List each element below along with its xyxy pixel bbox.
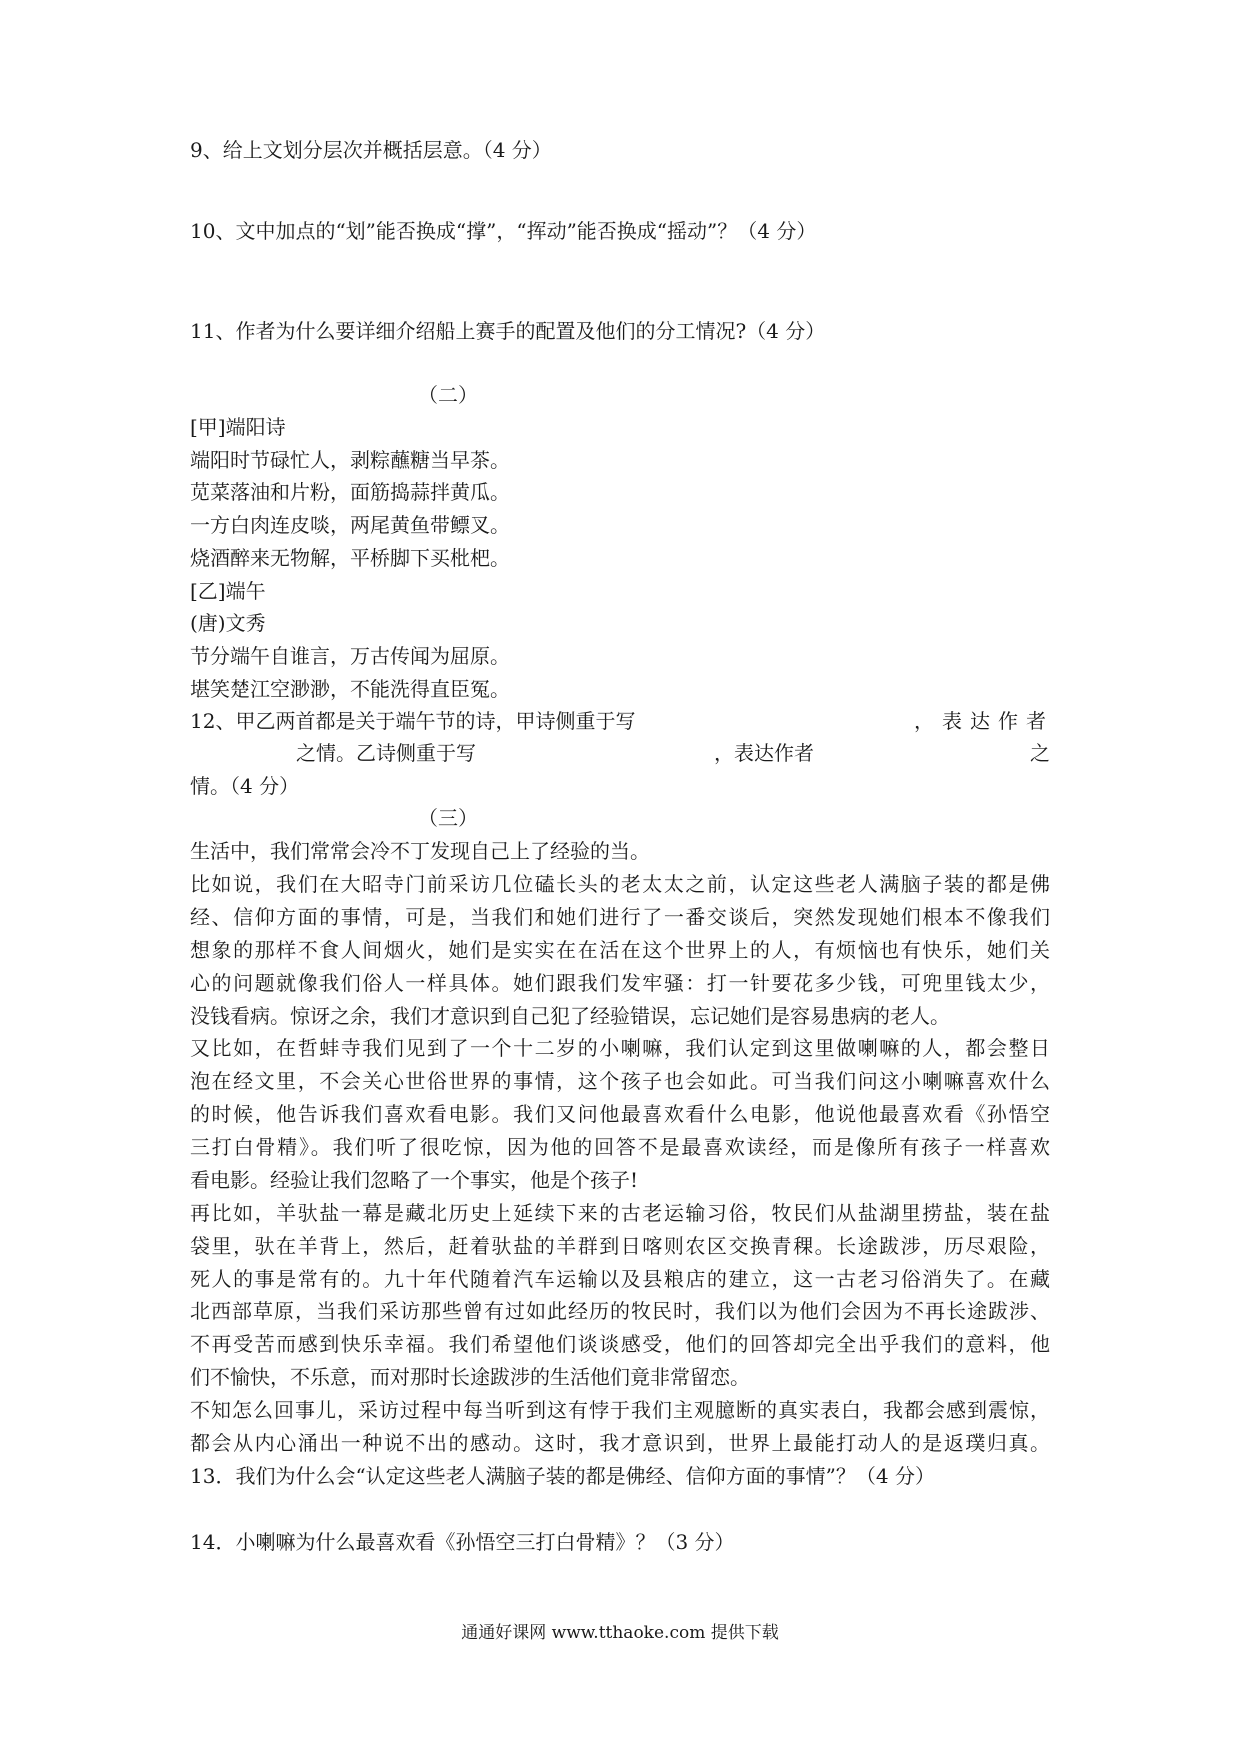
passage-line: 们不愉快，不乐意，而对那时长途跋涉的生活他们竟非常留恋。 [190, 1365, 750, 1389]
question-12-part: 12、甲乙两首都是关于端午节的诗，甲诗侧重于写 [190, 709, 636, 733]
poem-b-line: 堪笑楚江空渺渺，不能洗得直臣冤。 [190, 677, 510, 701]
passage-line: 都会从内心涌出一种说不出的感动。这时，我才意识到，世界上最能打动人的是返璞归真。 [190, 1431, 1050, 1455]
question-11: 11、作者为什么要详细介绍船上赛手的配置及他们的分工情况?（4 分） [190, 319, 826, 343]
poem-a-line: 苋菜落油和片粉，面筋捣蒜拌黄瓜。 [190, 480, 510, 504]
poem-b-title: [乙]端午 [190, 579, 266, 603]
page-footer: 通通好课网 www.tthaoke.com 提供下载 [461, 1623, 779, 1643]
poem-a-line: 烧酒醉来无物解，平桥脚下买枇杷。 [190, 546, 510, 570]
passage-line: 再比如，羊驮盐一幕是藏北历史上延续下来的古老运输习俗，牧民们从盐湖里捞盐，装在盐 [190, 1201, 1050, 1225]
passage-line: 的时候，他告诉我们喜欢看电影。我们又问他最喜欢看什么电影，他说他最喜欢看《孙悟空 [190, 1102, 1050, 1126]
question-9: 9、给上文划分层次并概括层意。（4 分） [190, 138, 552, 162]
question-10: 10、文中加点的“划”能否换成“撑”，“挥动”能否换成“摇动”？（4 分） [190, 219, 817, 243]
passage-line: 没钱看病。惊讶之余，我们才意识到自己犯了经验错误，忘记她们是容易患病的老人。 [190, 1004, 950, 1028]
passage-line: 三打白骨精》。我们听了很吃惊，因为他的回答不是最喜欢读经，而是像所有孩子一样喜欢 [190, 1135, 1050, 1159]
question-12-part: 之情。乙诗侧重于写 [296, 741, 476, 765]
poem-b-line: 节分端午自谁言，万古传闻为屈原。 [190, 644, 510, 668]
passage-line: 泡在经文里，不会关心世俗世界的事情，这个孩子也会如此。可当我们问这小喇嘛喜欢什么 [190, 1069, 1050, 1093]
passage-line: 袋里，驮在羊背上，然后，赶着驮盐的羊群到日喀则农区交换青稞。长途跋涉，历尽艰险， [190, 1234, 1050, 1258]
question-14: 14．小喇嘛为什么最喜欢看《孙悟空三打白骨精》？（3 分） [190, 1530, 735, 1554]
question-12-part: ，表达作者 [714, 741, 814, 765]
passage-line: 不再受苦而感到快乐幸福。我们希望他们谈谈感受，他们的回答却完全出乎我们的意料，他 [190, 1332, 1050, 1356]
passage-line: 生活中，我们常常会冷不丁发现自己上了经验的当。 [190, 839, 650, 863]
poem-a-line: 一方白肉连皮啖，两尾黄鱼带鳔叉。 [190, 513, 510, 537]
poem-a-line: 端阳时节碌忙人，剥粽蘸糖当早茶。 [190, 448, 510, 472]
question-12-part: 情。（4 分） [190, 774, 300, 798]
passage-line: 又比如，在哲蚌寺我们见到了一个十二岁的小喇嘛，我们认定到这里做喇嘛的人，都会整日 [190, 1036, 1050, 1060]
passage-line: 北西部草原，当我们采访那些曾有过如此经历的牧民时，我们以为他们会因为不再长途跋涉、 [190, 1299, 1050, 1323]
question-12-part: ，表达作者 [914, 709, 1054, 733]
question-13: 13．我们为什么会“认定这些老人满脑子装的都是佛经、信仰方面的事情”？（4 分） [190, 1464, 935, 1488]
passage-line: 想象的那样不食人间烟火，她们是实实在在活在这个世界上的人，有烦恼也有快乐，她们关 [190, 938, 1050, 962]
poem-b-author: (唐)文秀 [190, 611, 266, 635]
section-3-heading: （三） [418, 806, 478, 830]
passage-line: 看电影。经验让我们忽略了一个事实，他是个孩子! [190, 1168, 639, 1192]
section-2-heading: （二） [418, 383, 478, 407]
passage-line: 比如说，我们在大昭寺门前采访几位磕长头的老太太之前，认定这些老人满脑子装的都是佛 [190, 872, 1050, 896]
passage-line: 不知怎么回事儿，采访过程中每当听到这有悖于我们主观臆断的真实表白，我都会感到震惊， [190, 1398, 1050, 1422]
passage-line: 心的问题就像我们俗人一样具体。她们跟我们发牢骚：打一针要花多少钱，可兜里钱太少， [190, 971, 1050, 995]
passage-line: 经、信仰方面的事情，可是，当我们和她们进行了一番交谈后，突然发现她们根本不像我们 [190, 905, 1050, 929]
passage-line: 死人的事是常有的。九十年代随着汽车运输以及县粮店的建立，这一古老习俗消失了。在藏 [190, 1267, 1050, 1291]
poem-a-title: [甲]端阳诗 [190, 415, 286, 439]
question-12-part: 之 [1030, 741, 1050, 765]
